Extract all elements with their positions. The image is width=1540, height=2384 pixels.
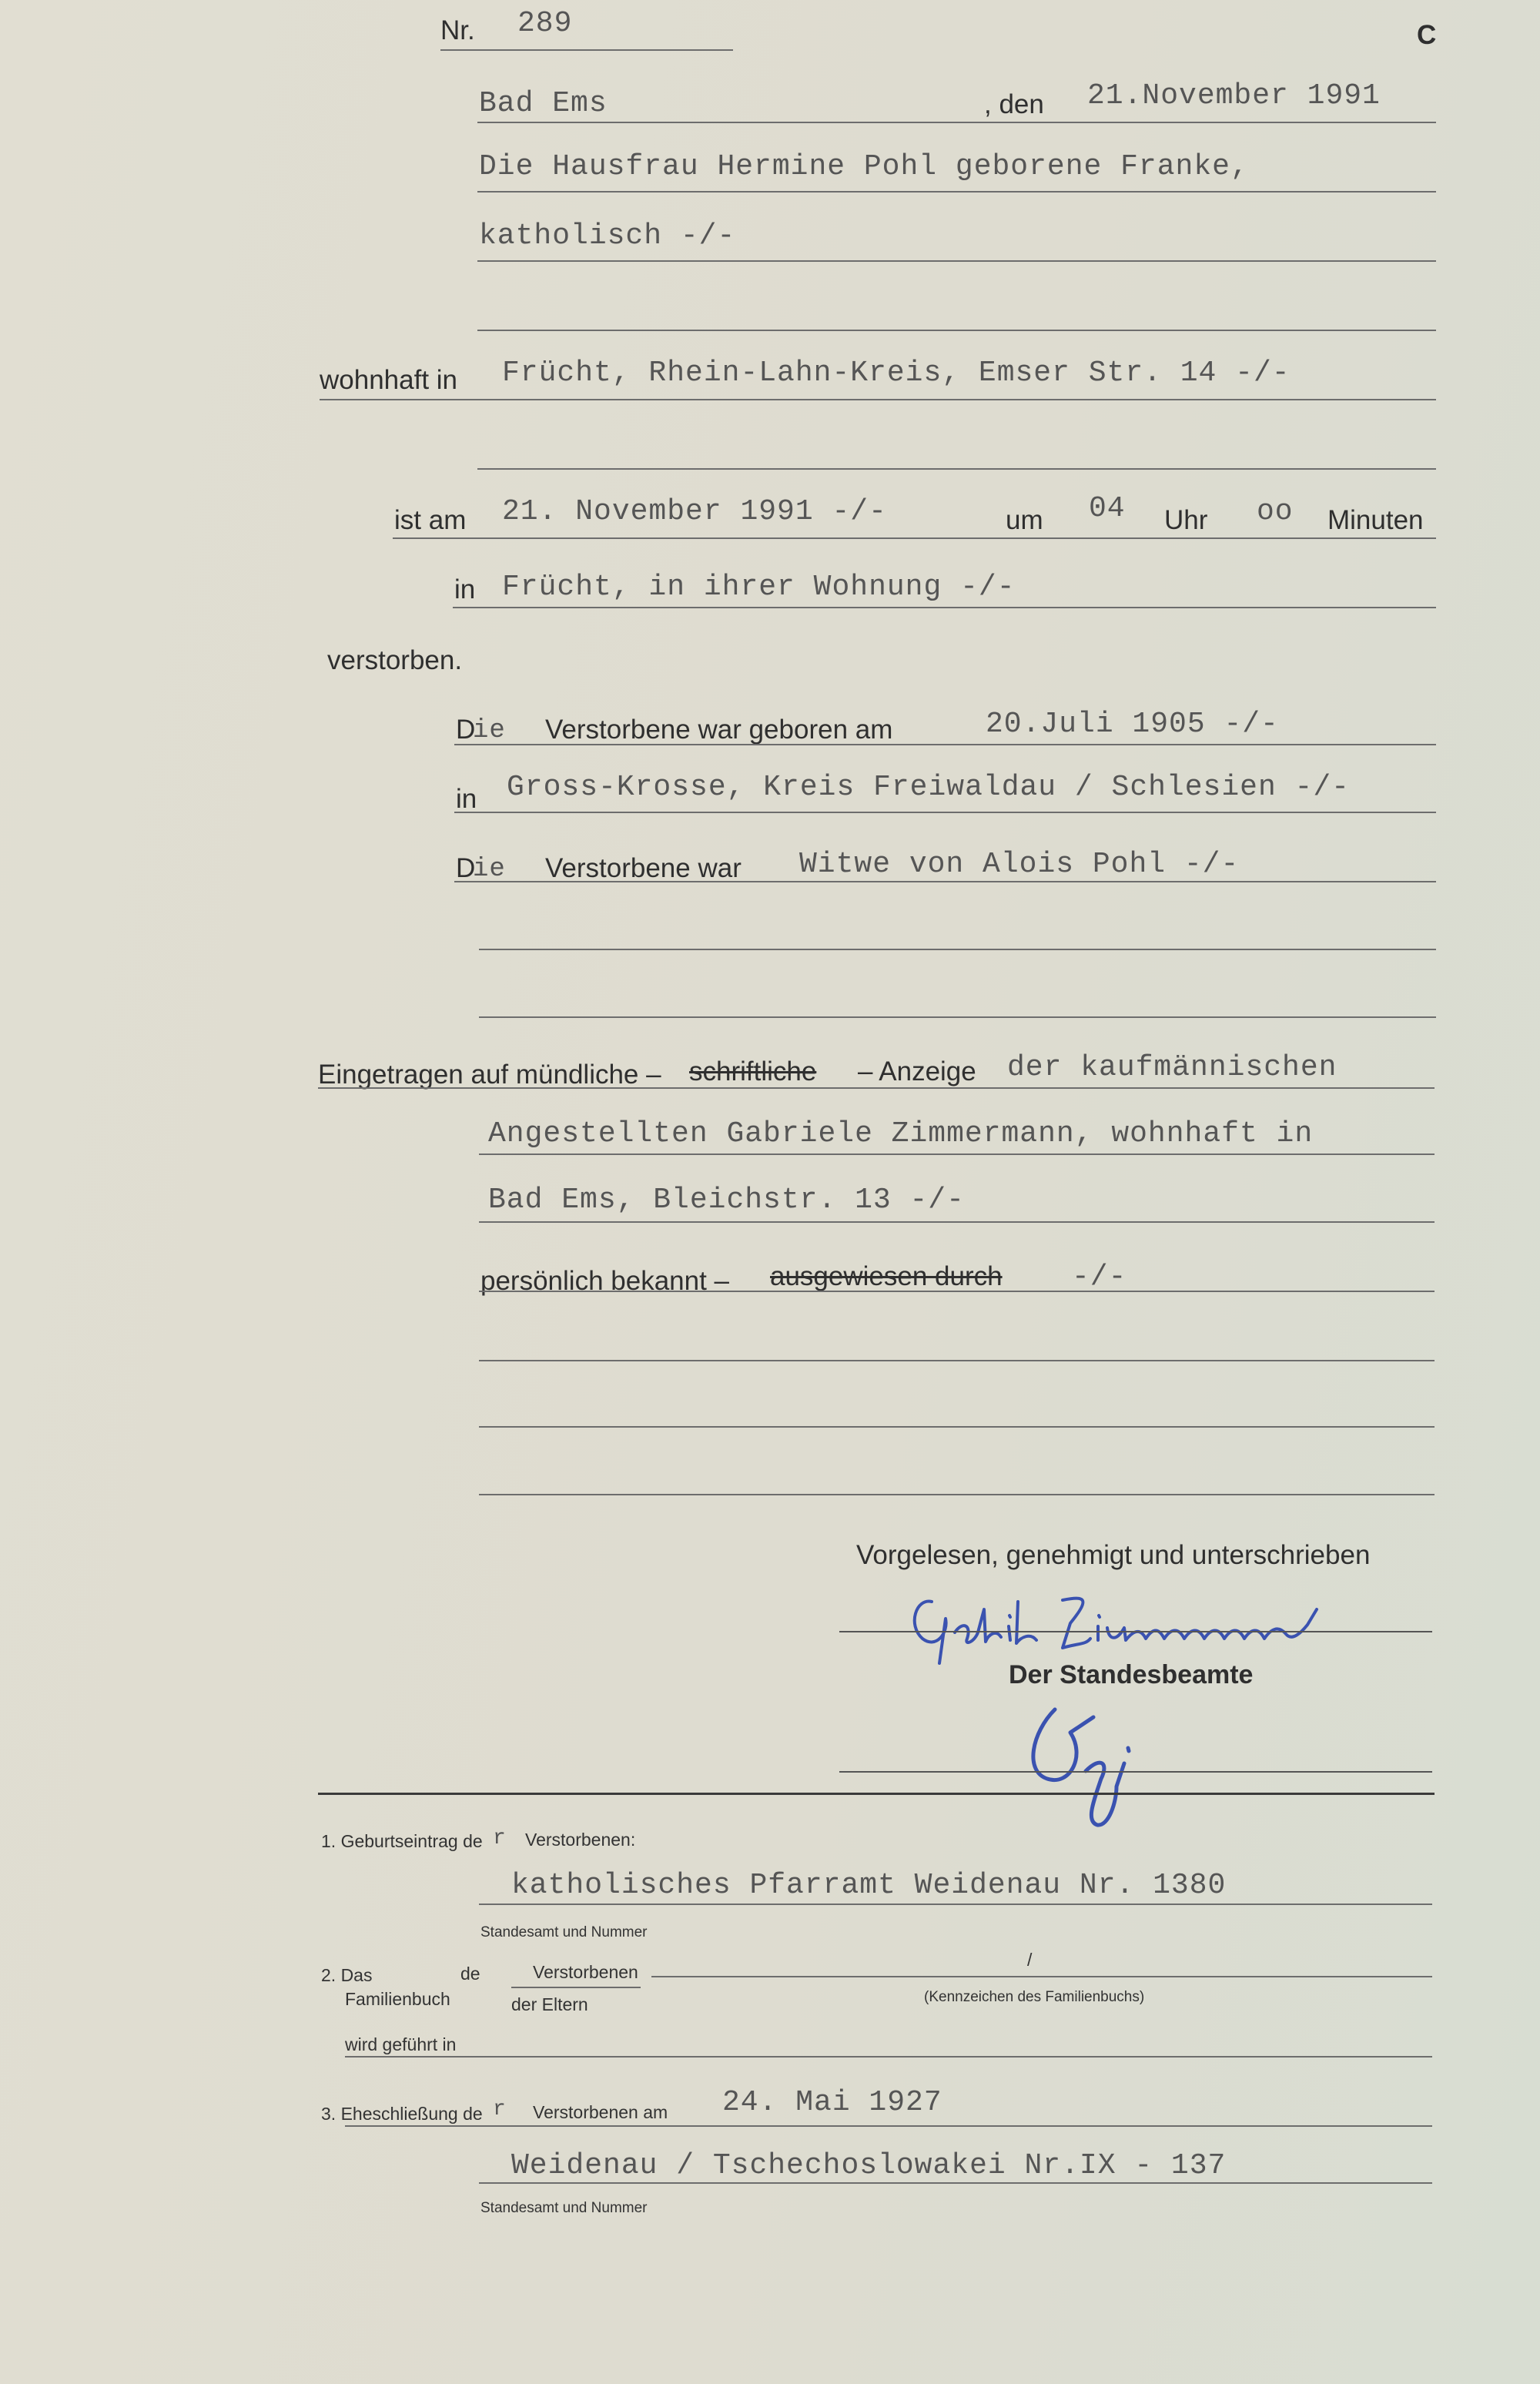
- nr-underline: [440, 49, 733, 51]
- section-divider: [318, 1793, 1435, 1795]
- person-line-2: katholisch -/-: [479, 219, 736, 253]
- blank-underline-1: [479, 1360, 1435, 1361]
- residence-label: wohnhaft in: [320, 365, 458, 395]
- note1-label-a: 1. Geburtseintrag de: [321, 1831, 483, 1851]
- note1-label-r: r: [493, 1827, 507, 1850]
- date-value: 21.November 1991: [1087, 79, 1381, 112]
- known-value: -/-: [1072, 1261, 1127, 1294]
- person-underline-1: [477, 191, 1436, 193]
- registration-label-b: – Anzeige: [858, 1056, 976, 1087]
- note1-caption: Standesamt und Nummer: [480, 1924, 648, 1940]
- status-die-typed: ie: [473, 855, 506, 884]
- registration-line-1: der kaufmännischen: [1007, 1051, 1337, 1084]
- note2-caption: (Kennzeichen des Familienbuchs): [924, 1989, 1145, 2005]
- death-date-value: 21. November 1991 -/-: [502, 495, 887, 528]
- registrar-label: Der Standesbeamte: [1009, 1660, 1254, 1689]
- note2-slash: /: [1027, 1950, 1033, 1970]
- person-line-1: Die Hausfrau Hermine Pohl geborene Franke,: [479, 150, 1249, 183]
- status-underline-3: [479, 1016, 1436, 1018]
- person-underline-2: [477, 260, 1436, 262]
- status-die-prefix: D: [456, 853, 476, 883]
- death-date-underline: [393, 537, 1436, 539]
- note2-de: de: [460, 1964, 480, 1984]
- blank-underline-2: [479, 1426, 1435, 1428]
- note2-gefuehrt-underline: [345, 2056, 1432, 2058]
- birth-place-label: in: [456, 784, 477, 814]
- note2-familienbuch-underline: [651, 1976, 1432, 1977]
- note1-underline: [479, 1904, 1432, 1905]
- registration-underline-2: [479, 1153, 1435, 1155]
- note3-label-a: 3. Eheschließung de: [321, 2104, 483, 2124]
- note2-label-b: Familienbuch: [345, 1989, 450, 2009]
- death-minute-value: oo: [1257, 495, 1294, 528]
- note1-label-b: Verstorbenen:: [525, 1830, 636, 1850]
- death-place-label: in: [454, 574, 476, 604]
- status-value: Witwe von Alois Pohl -/-: [799, 848, 1240, 881]
- note3-value: Weidenau / Tschechoslowakei Nr.IX - 137: [511, 2149, 1227, 2182]
- verstorben-label: verstorben.: [327, 645, 463, 675]
- death-place-underline: [453, 607, 1436, 608]
- death-date-label: ist am: [394, 505, 467, 535]
- death-hour-value: 04: [1089, 492, 1126, 525]
- known-struck: ausgewiesen durch: [770, 1261, 1003, 1291]
- note3-label-b: Verstorbenen am: [533, 2102, 668, 2122]
- den-label: , den: [984, 89, 1044, 119]
- status-underline-2: [479, 949, 1436, 950]
- date-underline: [477, 122, 1436, 123]
- residence-underline-1: [320, 399, 1436, 400]
- informant-signature-line: [839, 1631, 1432, 1632]
- note3-date-underline: [345, 2125, 1432, 2127]
- known-label: persönlich bekannt –: [480, 1266, 729, 1296]
- blank-underline-3: [479, 1494, 1435, 1495]
- residence-value: Frücht, Rhein-Lahn-Kreis, Emser Str. 14 -/-: [502, 357, 1291, 390]
- uhr-label: Uhr: [1164, 505, 1208, 535]
- nr-label: Nr.: [440, 15, 475, 45]
- note2-gefuehrt: wird geführt in: [345, 2034, 457, 2054]
- birth-label: Verstorbene war geboren am: [545, 715, 893, 745]
- residence-underline-2: [477, 468, 1436, 470]
- birth-date-underline: [454, 744, 1436, 745]
- note3-caption: Standesamt und Nummer: [480, 2200, 648, 2216]
- note2-verstorbenen-underline: [511, 1987, 641, 1988]
- note2-eltern: der Eltern: [511, 1994, 588, 2014]
- registration-label-a: Eingetragen auf mündliche –: [318, 1060, 661, 1090]
- birth-die-prefix: D: [456, 715, 476, 745]
- registrar-signature-line: [839, 1771, 1432, 1773]
- nr-value: 289: [517, 7, 573, 40]
- birth-place-underline: [454, 812, 1436, 813]
- minuten-label: Minuten: [1327, 505, 1424, 535]
- registration-underline-3: [479, 1221, 1435, 1223]
- place-value: Bad Ems: [479, 87, 608, 120]
- registration-line-2: Angestellten Gabriele Zimmermann, wohnhaft in: [488, 1117, 1314, 1150]
- corner-letter: C: [1417, 20, 1437, 50]
- birth-place-value: Gross-Krosse, Kreis Freiwaldau / Schlesien -/-: [507, 771, 1350, 804]
- note3-date: 24. Mai 1927: [722, 2086, 942, 2119]
- registrar-signature: [1001, 1686, 1155, 1833]
- registration-line-3: Bad Ems, Bleichstr. 13 -/-: [488, 1184, 965, 1217]
- read-approved-label: Vorgelesen, genehmigt und unterschrieben: [856, 1540, 1371, 1570]
- known-underline: [479, 1291, 1435, 1292]
- status-underline-1: [454, 881, 1436, 882]
- person-underline-3: [477, 330, 1436, 331]
- note1-value: katholisches Pfarramt Weidenau Nr. 1380: [511, 1869, 1227, 1902]
- registration-underline-1: [318, 1087, 1435, 1089]
- note3-label-r: r: [493, 2098, 507, 2121]
- note3-underline: [479, 2182, 1432, 2184]
- status-label: Verstorbene war: [545, 853, 742, 883]
- note2-verstorbenen: Verstorbenen: [533, 1962, 638, 1982]
- death-place-value: Frücht, in ihrer Wohnung -/-: [502, 571, 1016, 604]
- birth-die-typed: ie: [473, 716, 506, 745]
- registration-label-struck: schriftliche: [689, 1056, 817, 1087]
- um-label: um: [1006, 505, 1043, 535]
- note2-label-a: 2. Das: [321, 1965, 373, 1985]
- birth-date-value: 20.Juli 1905 -/-: [986, 708, 1279, 741]
